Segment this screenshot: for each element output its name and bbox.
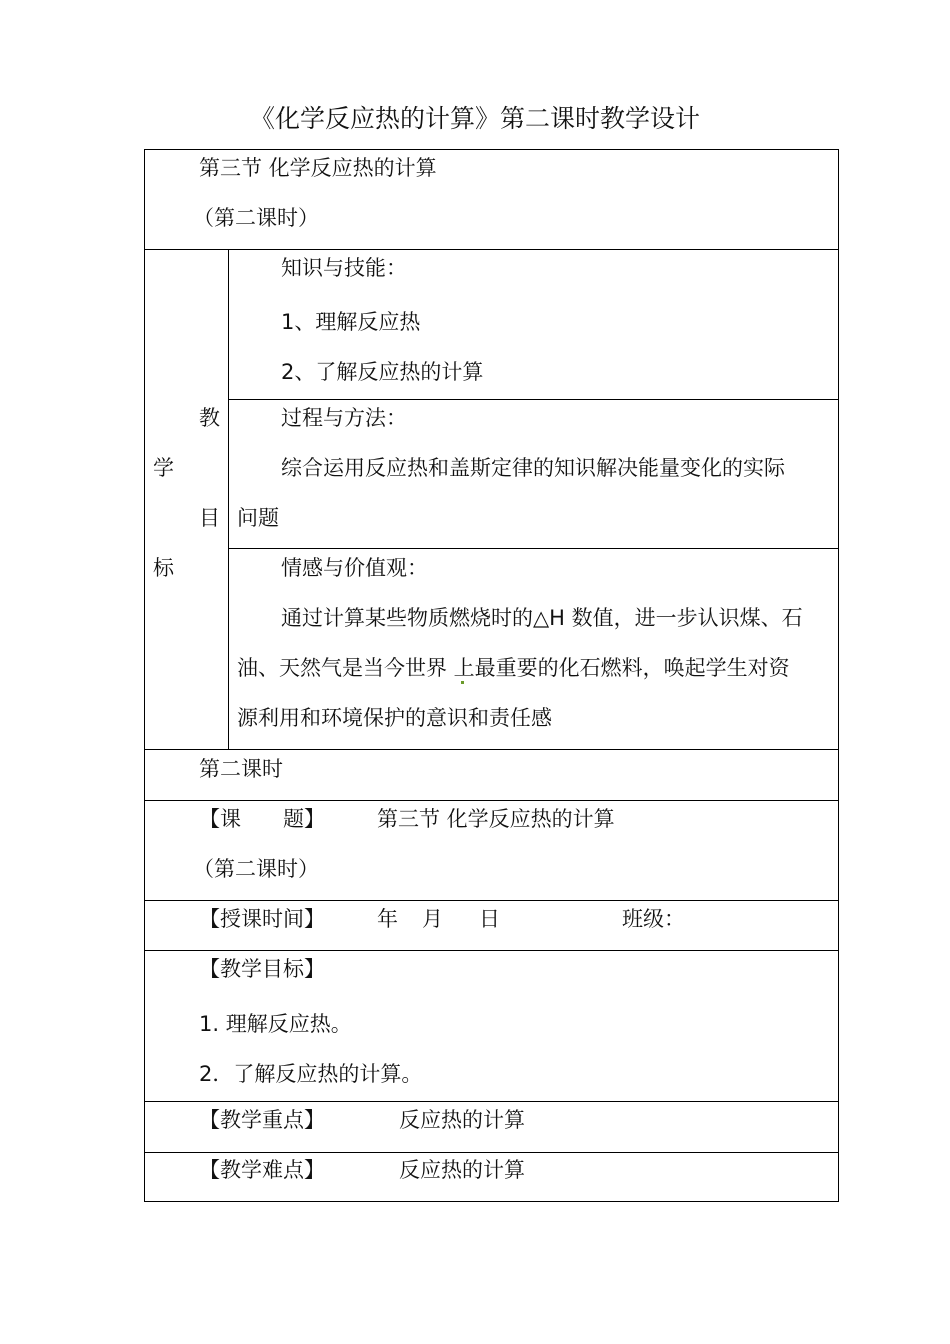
row-divider (144, 1101, 839, 1102)
difficulty-label: 【教学难点】 (199, 1158, 325, 1182)
process-text-line: 问题 (237, 506, 279, 530)
goal-item: 2．了解反应热的计算。 (199, 1062, 423, 1086)
topic-label: 【课 题】 (199, 807, 325, 831)
topic-value: 第三节 化学反应热的计算 (377, 807, 615, 831)
side-label-biao: 标 (153, 556, 174, 580)
knowledge-item: 1、理解反应热 (281, 310, 421, 334)
row-divider (144, 900, 839, 901)
goals-label: 【教学目标】 (199, 957, 325, 981)
table-border-right (838, 149, 839, 1202)
section-title: 第三节 化学反应热的计算 (199, 156, 437, 180)
row-divider (144, 800, 839, 801)
emotion-heading: 情感与价值观： (281, 556, 428, 580)
row-divider (144, 249, 839, 250)
side-label-mu: 目 (199, 506, 220, 530)
time-label: 【授课时间】 (199, 907, 325, 931)
table-border-bottom (144, 1201, 839, 1202)
key-point-label: 【教学重点】 (199, 1108, 325, 1132)
key-point-value: 反应热的计算 (399, 1108, 525, 1132)
objectives-column-divider (228, 249, 229, 749)
row-divider (144, 749, 839, 750)
section-period: （第二课时） (193, 206, 319, 230)
table-border-top (144, 149, 839, 150)
class-label: 班级： (622, 907, 685, 931)
knowledge-heading: 知识与技能： (281, 256, 407, 280)
time-day: 日 (479, 907, 500, 931)
table-border-left (144, 149, 145, 1202)
process-heading: 过程与方法： (281, 406, 407, 430)
row-divider (228, 548, 839, 549)
emotion-text-line: 油、天然气是当今世界 上最重要的化石燃料，唤起学生对资 (237, 656, 790, 680)
row-divider (144, 1152, 839, 1153)
knowledge-item: 2、了解反应热的计算 (281, 360, 484, 384)
time-month: 月 (422, 907, 443, 931)
time-year: 年 (377, 907, 398, 931)
emotion-text-line: 通过计算某些物质燃烧时的△H 数值，进一步认识煤、石 (281, 606, 803, 630)
document-title: 《化学反应热的计算》第二课时教学设计 (249, 104, 700, 133)
spellcheck-mark (461, 681, 464, 684)
lesson-period-label: 第二课时 (199, 757, 283, 781)
row-divider (228, 399, 839, 400)
difficulty-value: 反应热的计算 (399, 1158, 525, 1182)
row-divider (144, 950, 839, 951)
emotion-text-line: 源利用和环境保护的意识和责任感 (237, 706, 552, 730)
topic-period: （第二课时） (193, 857, 319, 881)
process-text-line: 综合运用反应热和盖斯定律的知识解决能量变化的实际 (281, 456, 785, 480)
side-label-jiao: 教 (199, 406, 220, 430)
goal-item: 1. 理解反应热。 (199, 1012, 352, 1036)
side-label-xue: 学 (153, 456, 174, 480)
